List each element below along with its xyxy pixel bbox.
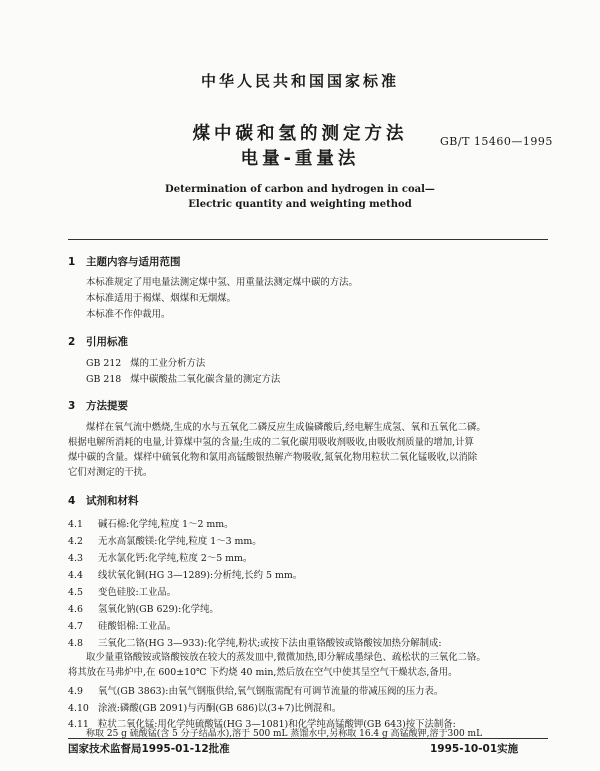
section-1-line-2: 本标准适用于褐煤、烟煤和无烟煤。 — [86, 293, 237, 304]
section-number: 4 — [68, 495, 76, 507]
section-1-line-1: 本标准规定了用电量法测定煤中氢、用重量法测定煤中碳的方法。 — [86, 277, 358, 288]
section-3-line-2: 根据电解所消耗的电量,计算煤中氢的含量;生成的二氧化碳用吸收剂吸收,由吸收剂质量的增加,计算 — [68, 437, 474, 448]
top-divider — [68, 239, 548, 240]
english-title-line2: Electric quantity and weighting method — [188, 199, 412, 210]
item-4-4: 4.4 线状氧化铜(HG 3—1289):分析纯,长约 5 mm。 — [68, 570, 303, 581]
english-title-line1: Determination of carbon and hydrogen in coal— — [165, 184, 435, 195]
item-4-9: 4.9 氧气(GB 3863):由氧气钢瓶供给,氧气钢瓶需配有可调节流量的带减压阀的压力表。 — [68, 686, 444, 697]
reference-gb212: GB 212 煤的工业分析方法 — [86, 358, 206, 369]
chinese-title-line2: 电量-重量法 — [240, 149, 360, 169]
approval-date: 国家技术监督局1995-01-12批准 — [68, 743, 230, 755]
item-4-5: 4.5 变色硅胶:工业品。 — [68, 587, 177, 598]
item-4-7: 4.7 硅酸铝棉:工业品。 — [68, 621, 177, 632]
item-4-11: 4.11 粒状二氧化锰:用化学纯硫酸锰(HG 3—1081)和化学纯高锰酸钾(GB 643)按下法制备: — [68, 719, 456, 730]
item-4-8-para-line-1: 取少量重铬酸铵或铬酸铵放在较大的蒸发皿中,微微加热,即分解成墨绿色、疏松状的三氧化二铬。 — [86, 652, 486, 663]
item-4-8-para-line-2: 将其放在马弗炉中,在 600±10℃ 下灼烧 40 min,然后放在空气中使其呈空气干燥状态,备用。 — [68, 667, 458, 678]
section-title: 引用标准 — [86, 336, 128, 348]
standard-number: GB/T 15460—1995 — [440, 135, 553, 148]
footer-divider — [68, 738, 548, 739]
item-4-3: 4.3 无水氯化钙:化学纯,粒度 2～5 mm。 — [68, 553, 253, 564]
section-title: 方法提要 — [86, 400, 128, 412]
national-standard-header: 中华人民共和国国家标准 — [200, 72, 399, 90]
section-title: 试剂和材料 — [86, 495, 139, 507]
section-4-heading — [68, 493, 139, 508]
chinese-title-line1: 煤中碳和氢的测定方法 — [192, 124, 408, 144]
item-4-10: 4.10 涂液:磷酸(GB 2091)与丙酮(GB 686)以(3+7)比例混和。 — [68, 703, 342, 714]
section-number: 1 — [68, 256, 76, 268]
reference-gb218: GB 218 煤中碳酸盐二氧化碳含量的测定方法 — [86, 374, 281, 385]
item-4-1: 4.1 碱石棉:化学纯,粒度 1～2 mm。 — [68, 519, 234, 530]
item-4-6: 4.6 氢氧化钠(GB 629):化学纯。 — [68, 604, 219, 615]
item-4-2: 4.2 无水高氯酸镁:化学纯,粒度 1～3 mm。 — [68, 536, 262, 547]
section-1-line-3: 本标准不作仲裁用。 — [86, 309, 171, 320]
section-2-heading — [68, 334, 128, 349]
section-number: 2 — [68, 336, 76, 348]
section-3-line-1: 煤样在氧气流中燃烧,生成的水与五氧化二磷反应生成偏磷酸后,经电解生成氢、氧和五氧化二磷。 — [86, 422, 486, 433]
section-3-line-3: 煤中碳的含量。煤样中硫氧化物和氯用高锰酸银热解产物吸收,氮氧化物用粒状二氧化锰吸收,以消除 — [68, 452, 478, 463]
item-4-11-para: 称取 25 g 硫酸锰(含 5 分子结晶水),溶于 500 mL 蒸馏水中,另称取 16.4 g 高锰酸钾,溶于300 mL — [86, 729, 483, 739]
implementation-date: 1995-10-01实施 — [430, 743, 519, 755]
section-number: 3 — [68, 400, 76, 412]
section-1-heading — [68, 254, 181, 269]
section-3-heading — [68, 398, 128, 413]
english-title — [0, 182, 600, 212]
section-title: 主题内容与适用范围 — [86, 256, 181, 268]
section-3-line-4: 它们对测定的干扰。 — [68, 467, 153, 478]
item-4-8: 4.8 三氧化二铬(HG 3—933):化学纯,粉状;或按下法由重铬酸铵或铬酸铵加热分解制成: — [68, 638, 442, 649]
